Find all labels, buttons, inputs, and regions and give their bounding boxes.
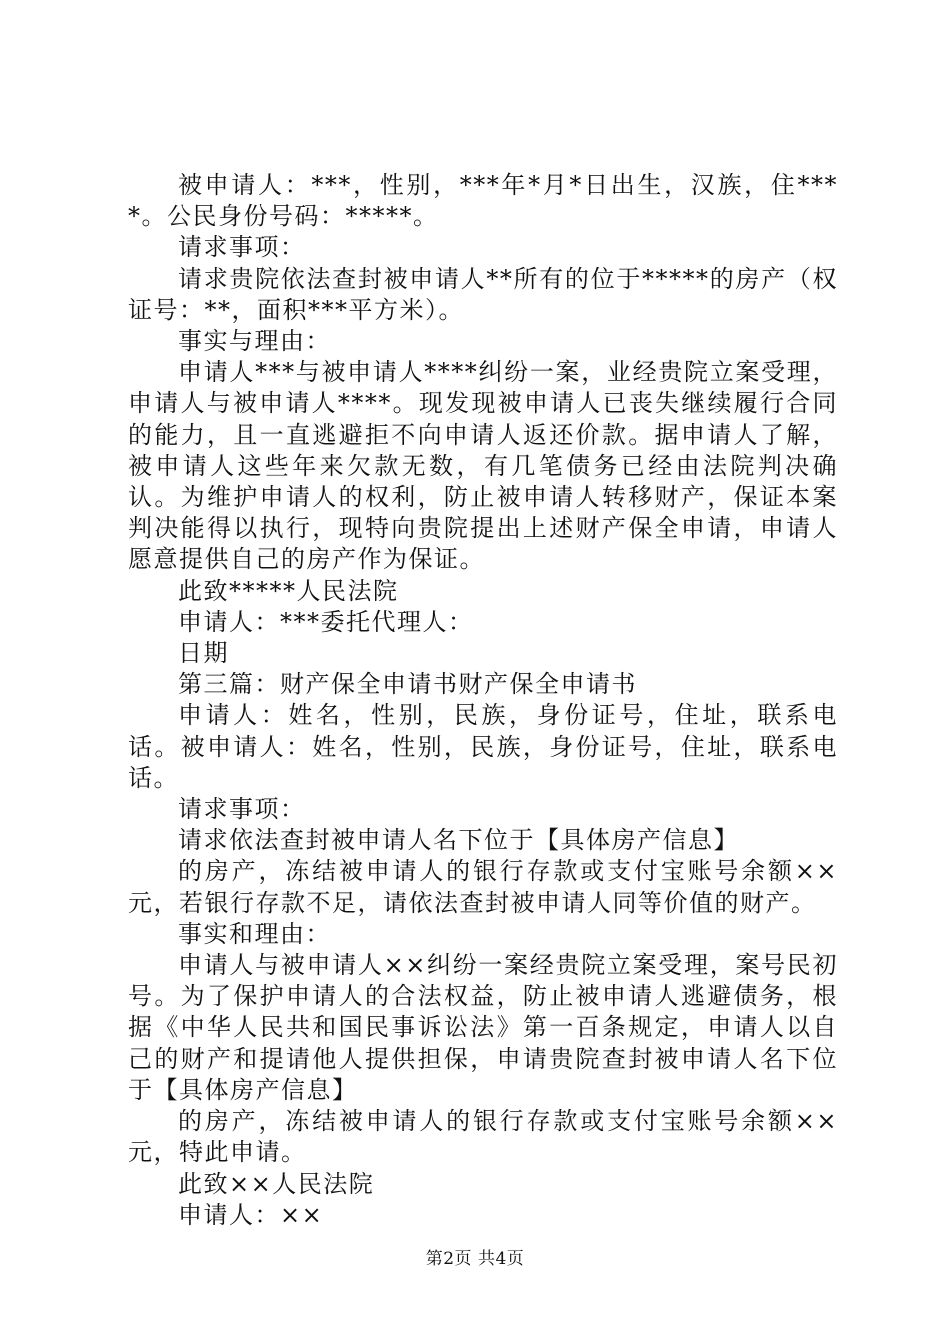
paragraph-date: 日期	[178, 639, 229, 668]
paragraph-request-2-cont: 的房产，冻结被申请人的银行存款或支付宝账号余额××元，若银行存款不足，请依法查封被申请人同等价值的财产。	[128, 857, 838, 917]
heading-facts-reasons-2: 事实和理由：	[178, 919, 331, 948]
document-body	[128, 170, 838, 1231]
paragraph-parties: 申请人：姓名，性别，民族，身份证号，住址，联系电话。被申请人：姓名，性别，民族，身份证号，住址，联系电话。	[128, 701, 838, 792]
heading-request-items: 请求事项：	[178, 233, 306, 262]
paragraph-facts: 申请人***与被申请人****纠纷一案，业经贵院立案受理，申请人与被申请人****。现发现被申请人已丧失继续履行合同的能力，且一直逃避拒不向申请人返还价款。据申请人了解，被申请人这些年来欠款无数，有几笔债务已经由法院判决确认。为维护申请人的权利，防止被申请人转移财产，保证本案判决能得以执行，现特向贵院提出上述财产保全申请，申请人愿意提供自己的房产作为保证。	[128, 358, 838, 574]
paragraph-request: 请求贵院依法查封被申请人**所有的位于*****的房产（权证号：**，面积***平方米）。	[128, 264, 838, 324]
paragraph-respondent-info: 被申请人：***，性别，***年*月*日出生，汉族，住****。公民身份号码：*****。	[128, 171, 838, 231]
heading-request-items-2: 请求事项：	[178, 795, 306, 824]
section-title: 第三篇：财产保全申请书财产保全申请书	[178, 670, 637, 699]
paragraph-facts-2: 申请人与被申请人××纠纷一案经贵院立案受理，案号民初号。为了保护申请人的合法权益，防止被申请人逃避债务，根据《中华人民共和国民事诉讼法》第一百条规定，申请人以自己的财产和提请他人提供担保，申请贵院查封被申请人名下位于【具体房产信息】	[128, 951, 838, 1104]
paragraph-request-2: 请求依法查封被申请人名下位于【具体房产信息】	[178, 826, 739, 855]
paragraph-applicant-2: 申请人：××	[178, 1200, 324, 1229]
paragraph-addressee: 此致*****人民法院	[178, 576, 399, 605]
paragraph-addressee-2: 此致××人民法院	[178, 1169, 375, 1198]
page-number-label: 第2页 共4页	[425, 1249, 525, 1269]
paragraph-applicant-signature: 申请人：***委托代理人：	[178, 607, 474, 636]
page-footer	[0, 1244, 950, 1269]
paragraph-facts-2-cont: 的房产，冻结被申请人的银行存款或支付宝账号余额××元，特此申请。	[128, 1107, 838, 1167]
heading-facts-reasons: 事实与理由：	[178, 327, 331, 356]
